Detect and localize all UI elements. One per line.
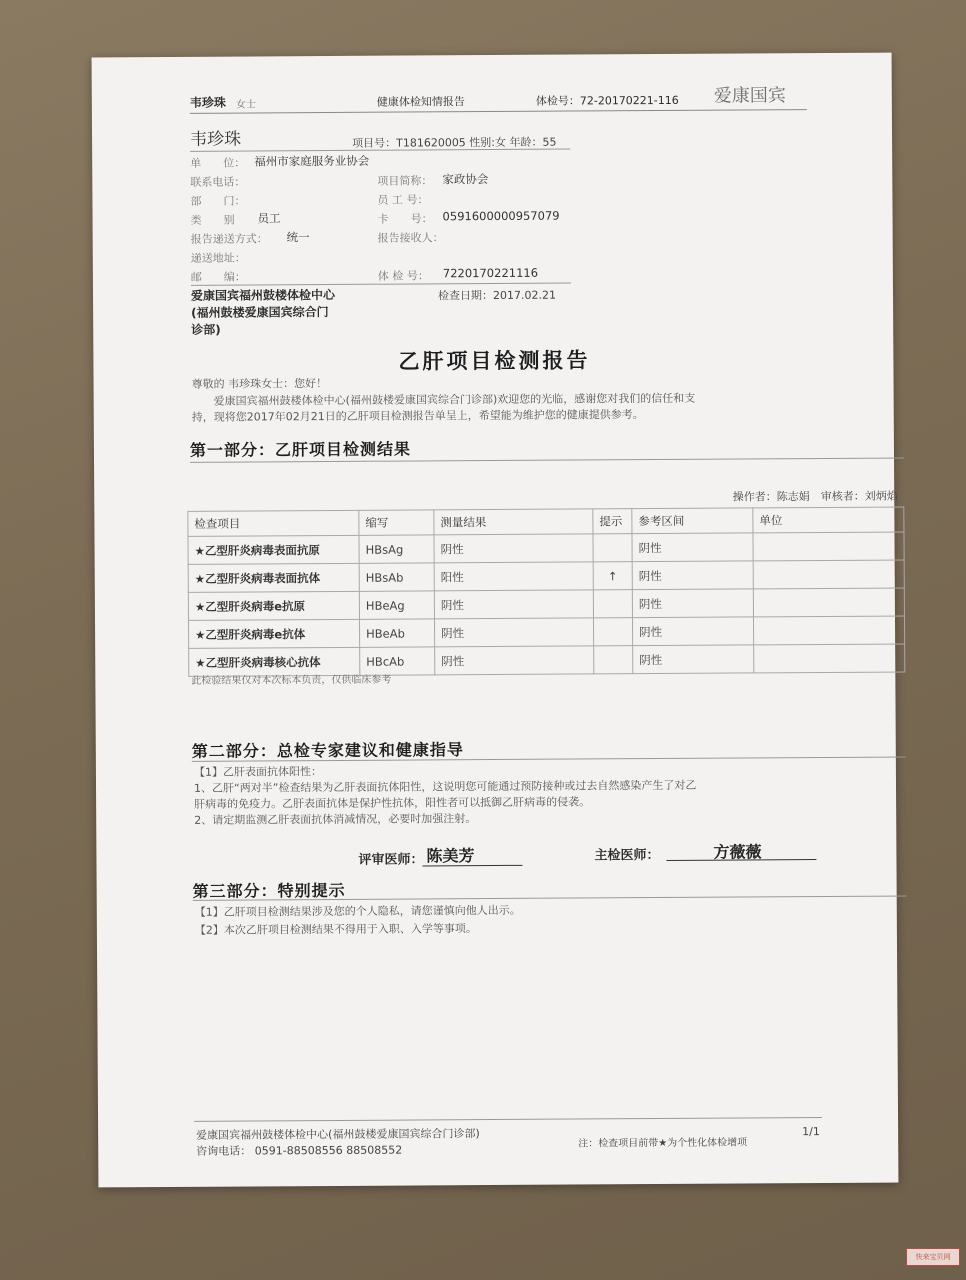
table-row xyxy=(188,588,904,620)
part1-title: 第一部分：乙肝项目检测结果 xyxy=(189,439,412,460)
col-result: 测量结果 xyxy=(434,509,593,535)
category-label: 类 别 xyxy=(190,213,235,227)
row-result: 阴性 xyxy=(434,590,593,619)
project-short-value: 家政协会 xyxy=(442,172,489,187)
row-ref: 阴性 xyxy=(633,645,754,674)
info-rule-bottom xyxy=(191,283,571,286)
row-ref: 阴性 xyxy=(632,561,753,590)
row-hint xyxy=(593,618,632,646)
category-value: 员工 xyxy=(257,211,281,226)
postal-label: 邮 编： xyxy=(190,270,246,284)
row-hint xyxy=(594,646,633,674)
reviewer-label: 评审医师： xyxy=(358,852,424,868)
footer-phone: 咨询电话： 0591-88508556 88508552 xyxy=(196,1143,403,1158)
header-report-type: 健康体检知情报告 xyxy=(376,95,465,109)
col-ref: 参考区间 xyxy=(632,508,753,534)
row-ref: 阴性 xyxy=(632,617,753,646)
intro-line2: 持，现将您2017年02月21日的乙肝项目检测报告单呈上，希望能为维护您的健康提供参考。 xyxy=(191,408,644,424)
project-short-label: 项目简称： xyxy=(377,174,433,188)
info-rule-top xyxy=(190,149,570,152)
greeting: 尊敬的 韦珍珠女士：您好！ xyxy=(191,377,328,391)
footer-center: 爱康国宾福州鼓楼体检中心(福州鼓楼爱康国宾综合门诊部) xyxy=(196,1127,480,1142)
header-patient-name: 韦珍珠 xyxy=(189,95,226,110)
result-table xyxy=(187,484,905,676)
dept-label: 部 门： xyxy=(190,194,246,208)
reviewer-signature: 陈美芳 xyxy=(426,846,475,866)
exam-id-label: 体 检 号： xyxy=(377,269,429,283)
table-row xyxy=(188,560,904,592)
report-title: 乙肝项目检测报告 xyxy=(398,348,591,374)
part3-line1: 【1】乙肝项目检测结果涉及您的个人隐私，请您谨慎向他人出示。 xyxy=(194,903,521,919)
delivery-label: 报告递送方式： xyxy=(190,232,268,246)
employee-no-label: 员 工 号： xyxy=(377,193,429,207)
card-value: 0591600000957079 xyxy=(442,208,560,224)
row-hint xyxy=(593,534,632,562)
col-hint: 提示 xyxy=(593,509,632,534)
row-unit xyxy=(754,644,905,673)
row-result: 阴性 xyxy=(434,534,593,563)
header-brand: 爱康国宾 xyxy=(713,85,786,107)
footer-note: 注：检查项目前带★为个性化体检增项 xyxy=(578,1137,748,1150)
address-label: 递送地址： xyxy=(190,251,246,265)
part3-title: 第三部分：特别提示 xyxy=(192,880,346,901)
report-paper xyxy=(92,53,899,1188)
part2-line1: 【1】乙肝表面抗体阳性： xyxy=(193,765,322,779)
exam-id-value: 7220170221116 xyxy=(442,265,539,281)
row-ref: 阴性 xyxy=(632,533,753,562)
center-line1: 爱康国宾福州鼓楼体检中心 xyxy=(190,287,336,303)
col-abbr: 缩写 xyxy=(359,510,434,535)
row-unit xyxy=(753,560,904,589)
operators-line: 操作者：陈志娟 审核者：刘炳焰 xyxy=(188,485,904,512)
row-abbr: HBeAg xyxy=(359,591,434,619)
row-item: ★乙型肝炎病毒表面抗体 xyxy=(188,563,359,592)
footer-page: 1/1 xyxy=(802,1125,820,1139)
part2-line2: 1、乙肝“两对半”检查结果为乙肝表面抗体阳性，这说明您可能通过预防接种或过去自然感染产生了对乙 xyxy=(193,778,697,795)
row-unit xyxy=(753,588,904,617)
chief-label: 主检医师： xyxy=(594,847,660,864)
part2-title: 第二部分：总检专家建议和健康指导 xyxy=(191,740,464,761)
watermark-badge: 快来宝贝网 xyxy=(906,1248,960,1266)
header-exam-no: 体检号：72-20170221-116 xyxy=(535,93,679,108)
chief-signature: 方薇薇 xyxy=(713,842,762,862)
center-line3: 诊部) xyxy=(191,322,221,337)
col-item: 检查项目 xyxy=(188,510,359,536)
row-item: ★乙型肝炎病毒e抗原 xyxy=(188,591,359,620)
row-abbr: HBsAb xyxy=(359,563,434,591)
part3-line2: 【2】本次乙肝项目检测结果不得用于入职、入学等事项。 xyxy=(194,922,477,937)
row-ref: 阴性 xyxy=(632,589,753,618)
part2-line3: 肝病毒的免疫力。乙肝表面抗体是保护性抗体，阳性者可以抵御乙肝病毒的侵袭。 xyxy=(194,795,591,811)
table-row xyxy=(188,616,904,648)
unit-value: 福州市家庭服务业协会 xyxy=(254,153,370,169)
part2-line4: 2、请定期监测乙肝表面抗体消减情况，必要时加强注射。 xyxy=(194,812,477,827)
center-line2: (福州鼓楼爱康国宾综合门 xyxy=(191,305,329,320)
info-project-line: 项目号：T181620005 性别:女 年龄：55 xyxy=(352,135,557,150)
row-unit xyxy=(753,616,904,645)
header-honorific: 女士 xyxy=(235,99,256,111)
row-item: ★乙型肝炎病毒表面抗原 xyxy=(188,535,359,564)
delivery-value: 统一 xyxy=(286,230,310,245)
unit-label: 单 位： xyxy=(190,156,246,170)
row-result: 阴性 xyxy=(435,646,594,675)
row-abbr: HBeAb xyxy=(359,619,434,647)
row-item: ★乙型肝炎病毒核心抗体 xyxy=(189,647,360,676)
row-item: ★乙型肝炎病毒e抗体 xyxy=(188,619,359,648)
table-row xyxy=(188,532,904,564)
card-label: 卡 号： xyxy=(377,212,433,226)
row-abbr: HBcAb xyxy=(360,647,435,675)
header-rule xyxy=(190,109,807,114)
row-hint xyxy=(593,590,632,618)
row-result: 阳性 xyxy=(434,562,593,591)
table-note: 此检验结果仅对本次标本负责，仅供临床参考 xyxy=(191,674,392,687)
reviewer-sign-line xyxy=(422,865,522,867)
receiver-label: 报告接收人： xyxy=(377,231,444,245)
row-abbr: HBsAg xyxy=(359,535,434,563)
row-unit xyxy=(753,532,904,561)
exam-date: 检查日期：2017.02.21 xyxy=(437,288,557,303)
row-result: 阴性 xyxy=(434,618,593,647)
phone-label: 联系电话： xyxy=(190,175,246,189)
intro-line1: 爱康国宾福州鼓楼体检中心(福州鼓楼爱康国宾综合门诊部)欢迎您的光临，感谢您对我们的信任和支 xyxy=(213,391,696,408)
info-name-large: 韦珍珠 xyxy=(190,129,242,150)
row-hint: ↑ xyxy=(593,562,632,590)
footer-rule xyxy=(194,1117,822,1122)
col-unit: 单位 xyxy=(753,507,904,533)
